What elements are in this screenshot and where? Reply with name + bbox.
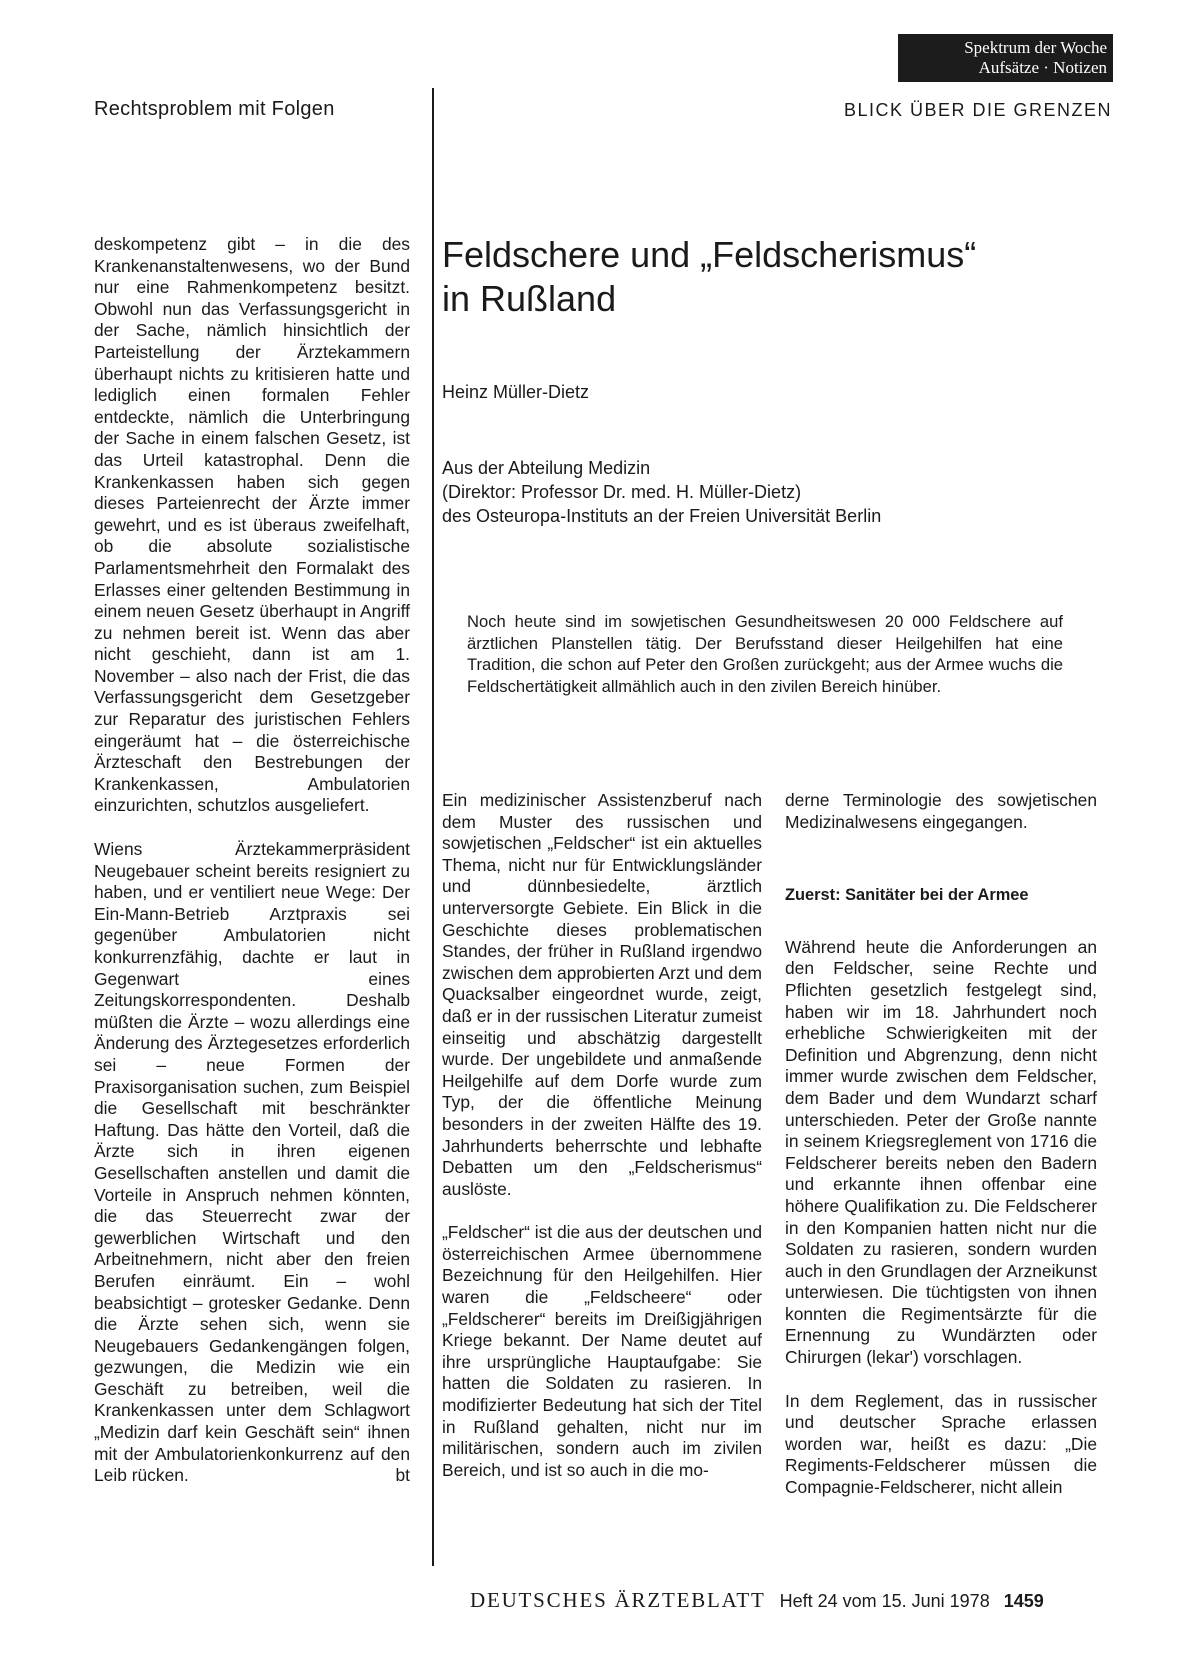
left-paragraph-2-text: Wiens Ärztekammerpräsident Neugebauer scheint bereits resigniert zu haben, und er ventiliert neue Wege: Der Ein-Mann-Betrieb Arztpraxis sei gegenüber Ambulatorien nicht konkurrenzfähig, dachte er laut in Gegenwart eines Zeitungskorrespondenten. Deshalb müßten die Ärzte – wozu allerdings eine Änderung des Ärztegesetzes erforderlich sei – neue Formen der Praxisorganisation suchen, zum Beispiel die Gesellschaft mit beschränkter Haftung. Das hätte den Vorteil, daß die Ärzte sich in ihren eigenen Gesellschaften anstellen und damit die Vorteile in Anspruch nehmen könnten, die das Steuerrecht zwar der gewerblichen Wirtschaft und den Arbeitnehmern, nicht aber den freien Berufen einräumt. Ein – wohl beabsichtigt – grotesker Gedanke. Denn die Ärzte sehen sich, wenn sie Neugebauers Gedankengängen folgen, gezwungen, die Medizin wie ein Geschäft zu betreiben, weil die Krankenkassen unter dem Schlagwort „Medizin darf kein Geschäft sein“ ihnen mit der Ambulatorienkonkurrenz auf den Leib rücken. xyxy=(94,839,410,1486)
article-right-column xyxy=(785,790,1097,1499)
left-article-column xyxy=(94,234,410,1487)
issue-info: Heft 24 vom 15. Juni 1978 xyxy=(779,1591,990,1611)
left-running-header: Rechtsproblem mit Folgen xyxy=(94,98,335,120)
section-subheading: Zuerst: Sanitäter bei der Armee xyxy=(785,886,1029,905)
page-number: 1459 xyxy=(1003,1591,1044,1611)
right-paragraph-3: In dem Reglement, das in russischer und deutscher Sprache erlassen worden war, heißt es dazu: „Die Regiments-Feldscherer müssen die Compagnie-Feldscherer, nicht allein xyxy=(785,1390,1097,1498)
affiliation-line-3: des Osteuropa-Instituts an der Freien Universität Berlin xyxy=(442,506,882,526)
left-paragraph-1: deskompetenz gibt – in die des Krankenanstaltenwesens, wo der Bund nur eine Rahmenkompetenz besitzt. Obwohl nun das Verfassungsgericht in der Sache, nämlich hinsichtlich der Parteistellung der Ärztekammern überhaupt nichts zu kritisieren hatte und lediglich einen formalen Fehler entdeckte, nämlich die Unterbringung der Sache in einem falschen Gesetz, ist das Urteil katastrophal. Denn die Krankenkassen haben sich gegen dieses Parteienrecht der Ärzte immer gewehrt, und es ist überaus zweifelhaft, ob die absolute sozialistische Parlamentsmehrheit den Formalakt des Erlasses einer geltenden Bestimmung in einem neuen Gesetz überhaupt in Angriff zu nehmen bereit ist. Wenn das aber nicht geschieht, dann ist am 1. November – also nach der Frist, die das Verfassungsgericht dem Gesetzgeber zur Reparatur des juristischen Fehlers eingeräumt hat – die österreichische Ärzteschaft den Bestrebungen der Krankenkassen, Ambulatorien einzurichten, schutzlos ausgeliefert. xyxy=(94,234,410,816)
journal-name: DEUTSCHES ÄRZTEBLATT xyxy=(470,1588,766,1612)
affiliation-line-2: (Direktor: Professor Dr. med. H. Müller-Dietz) xyxy=(442,482,802,502)
article-title-line-1: Feldschere und „Feldscherismus“ xyxy=(442,234,977,275)
right-running-header: BLICK ÜBER DIE GRENZEN xyxy=(843,100,1112,120)
article-title xyxy=(442,233,1092,321)
column-divider xyxy=(432,88,434,1566)
right-paragraph-1: derne Terminologie des sowjetischen Medizinalwesens eingegangen. xyxy=(785,790,1097,832)
article-author: Heinz Müller-Dietz xyxy=(442,382,590,402)
affiliation-line-1: Aus der Abteilung Medizin xyxy=(442,458,651,478)
article-lead: Noch heute sind im sowjetischen Gesundheitswesen 20 000 Feldschere auf ärztlichen Planstellen tätig. Der Berufsstand dieser Heilgehilfen hat eine Tradition, die schon auf Peter den Großen zurückgeht; aus der Armee wuchs die Feldschertätigkeit allmählich auch in den zivilen Bereich hinüber. xyxy=(467,612,1063,696)
badge-line-2: Aufsätze · Notizen xyxy=(978,58,1107,77)
author-affiliation xyxy=(442,456,881,528)
page-footer xyxy=(470,1588,1044,1613)
article-title-line-2: in Rußland xyxy=(442,278,617,319)
author-signature: bt xyxy=(395,1465,410,1486)
badge-line-1: Spektrum der Woche xyxy=(964,38,1107,57)
section-badge xyxy=(898,34,1113,82)
middle-paragraph-1: Ein medizinischer Assistenzberuf nach dem Muster des russischen und sowjetischen „Feldscher“ ist ein aktuelles Thema, nicht nur für Entwicklungsländer und dünnbesiedelte, ärztlich unterversorgte Gebiete. Ein Blick in die Geschichte dieses problematischen Standes, der früher in Rußland irgendwo zwischen dem approbierten Arzt und dem Quacksalber eingeordnet wurde, zeigt, daß er in der russischen Literatur zumeist einseitig und abschätzig dargestellt wurde. Der ungebildete und anmaßende Heilgehilfe auf dem Dorfe wurde zum Typ, der die öffentliche Meinung besonders in der zweiten Hälfte des 19. Jahrhunderts beherrschte und lebhafte Debatten um den „Feldscherismus“ auslöste. xyxy=(442,790,762,1199)
middle-paragraph-2: „Feldscher“ ist die aus der deutschen und österreichischen Armee übernommene Bezeichnung für den Heilgehilfen. Hier waren die „Feldscheere“ oder „Feldscherer“ bereits im Dreißigjährigen Kriege bekannt. Der Name deutet auf ihre ursprüngliche Hauptaufgabe: Sie hatten die Soldaten zu rasieren. In modifizierter Bedeutung hat sich der Titel in Rußland gehalten, nicht nur im militärischen, sondern auch im zivilen Bereich, und ist so auch in die mo- xyxy=(442,1222,762,1480)
right-paragraph-2: Während heute die Anforderungen an den Feldscher, seine Rechte und Pflichten gesetzlich festgelegt sind, haben wir im 18. Jahrhundert noch erhebliche Schwierigkeiten mit der Definition und Abgrenzung, denn nicht immer wurde zwischen dem Feldscher, dem Bader und dem Wundarzt scharf unterschieden. Peter der Große nannte in seinem Kriegsreglement von 1716 die Feldscherer bereits neben den Badern und erkannte ihnen offenbar eine höhere Qualifikation zu. Die Feldscherer in den Kompanien hatten nicht nur die Soldaten zu rasieren, sondern wurden auch in den Grundlagen der Arzneikunst unterwiesen. Die tüchtigsten von ihnen konnten die Regimentsärzte für die Ernennung zu Wundärzten oder Chirurgen (lekar') vorschlagen. xyxy=(785,936,1097,1368)
article-middle-column xyxy=(442,790,762,1481)
left-paragraph-2 xyxy=(94,839,410,1487)
